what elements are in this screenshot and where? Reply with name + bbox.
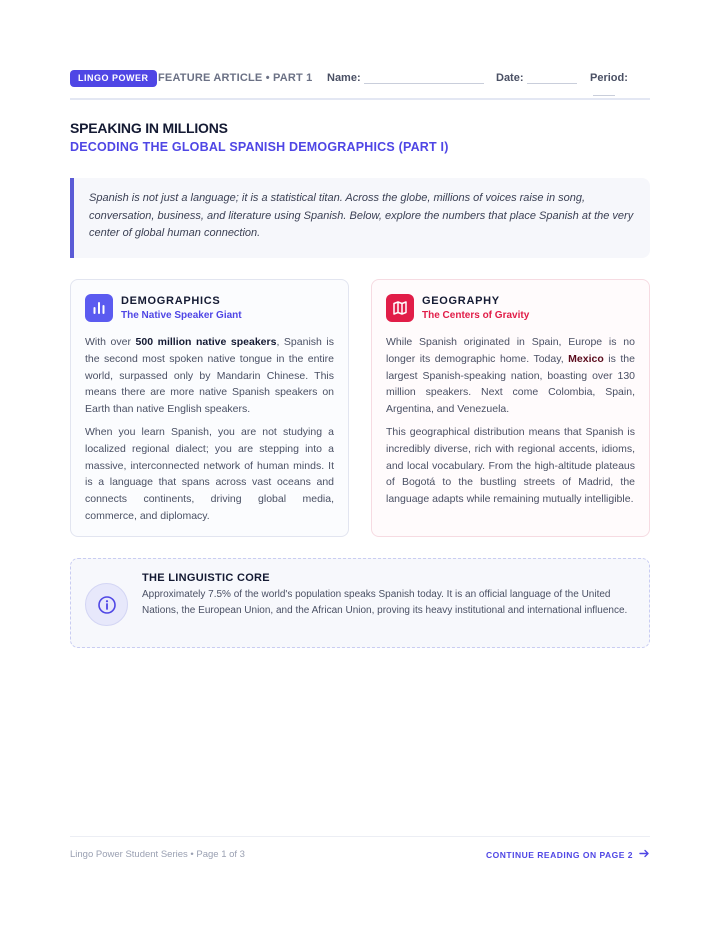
demographics-card [70, 279, 349, 537]
geography-heading: GEOGRAPHY [422, 295, 500, 307]
period-field[interactable] [590, 72, 650, 96]
demographics-heading: DEMOGRAPHICS [121, 295, 221, 307]
feature-label: FEATURE ARTICLE • PART 1 [158, 72, 313, 84]
mexico-highlight: Mexico [568, 352, 604, 365]
header-divider [70, 98, 650, 100]
demographics-paragraph-2: When you learn Spanish, you are not studying a localized regional dialect; you are stepping into a massive, interconnected network of human minds. It is a language that spans across vast oceans and connects continents, driving global media, commerce, and diplomacy. [85, 425, 334, 522]
name-field[interactable] [327, 72, 484, 84]
core-heading: THE LINGUISTIC CORE [142, 572, 270, 584]
geography-p1-pre: While Spanish originated in Spain, Europe is no longer its demographic home. Today, [386, 336, 635, 365]
intro-callout [70, 178, 650, 258]
map-icon [386, 294, 414, 322]
page-header [70, 70, 650, 100]
demographics-p1-post: , Spanish is the second most spoken native tongue in the entire world, surpassed only by Mandarin Chinese. This means there are more native Spanish speakers on Earth than native English speakers. [85, 336, 335, 416]
page-subtitle: DECODING THE GLOBAL SPANISH DEMOGRAPHICS (PART I) [70, 140, 449, 154]
brand-badge: LINGO POWER [70, 70, 157, 87]
demographics-subheading: The Native Speaker Giant [121, 310, 242, 321]
geography-body [386, 334, 635, 514]
geography-paragraph-2: This geographical distribution means that Spanish is incredibly diverse, rich with regional accents, idioms, and local vocabulary. From the high-altitude plateaus of Bogotá to the bustling streets of Madrid, the language adapts while remaining mutually intelligible. [386, 425, 635, 506]
period-line[interactable] [593, 85, 615, 96]
date-label: Date: [496, 72, 524, 84]
geography-card [371, 279, 650, 537]
bar-chart-icon [85, 294, 113, 322]
name-label: Name: [327, 72, 361, 84]
intro-text: Spanish is not just a language; it is a statistical titan. Across the globe, millions of voices raise in song, conversation, business, and literature using Spanish. Below, explore the numbers that place Spanish at the very center of global human connection. [89, 192, 634, 239]
demographics-body [85, 334, 334, 531]
footer-divider [70, 836, 650, 837]
date-line[interactable] [527, 73, 577, 84]
continue-reading-link[interactable] [486, 849, 650, 860]
continue-reading-label: CONTINUE READING ON PAGE 2 [486, 849, 633, 860]
period-label: Period: [590, 72, 628, 84]
info-icon [85, 583, 128, 626]
footer-series: Lingo Power Student Series • Page 1 of 3 [70, 849, 245, 860]
page-title: SPEAKING IN MILLIONS [70, 120, 228, 136]
geography-paragraph-1 [386, 334, 635, 418]
demographics-p1-pre: With over [85, 336, 136, 348]
core-text: Approximately 7.5% of the world's population speaks Spanish today. It is an official language of the United Nations, the European Union, and the African Union, proving its heavy institutional and international influence. [142, 589, 628, 616]
demographics-paragraph-1 [85, 334, 334, 418]
name-line[interactable] [364, 73, 484, 84]
native-speakers-highlight: 500 million native speakers [135, 336, 277, 348]
geography-p1-post: is the largest Spanish-speaking nation, boasting over 130 million speakers. Next come Colombia, Spain, Argentina, and Venezuela. [386, 352, 635, 416]
worksheet-page [70, 0, 650, 932]
linguistic-core-callout [70, 558, 650, 648]
geography-subheading: The Centers of Gravity [422, 310, 530, 321]
date-field[interactable] [496, 72, 577, 84]
arrow-right-icon [639, 849, 650, 860]
